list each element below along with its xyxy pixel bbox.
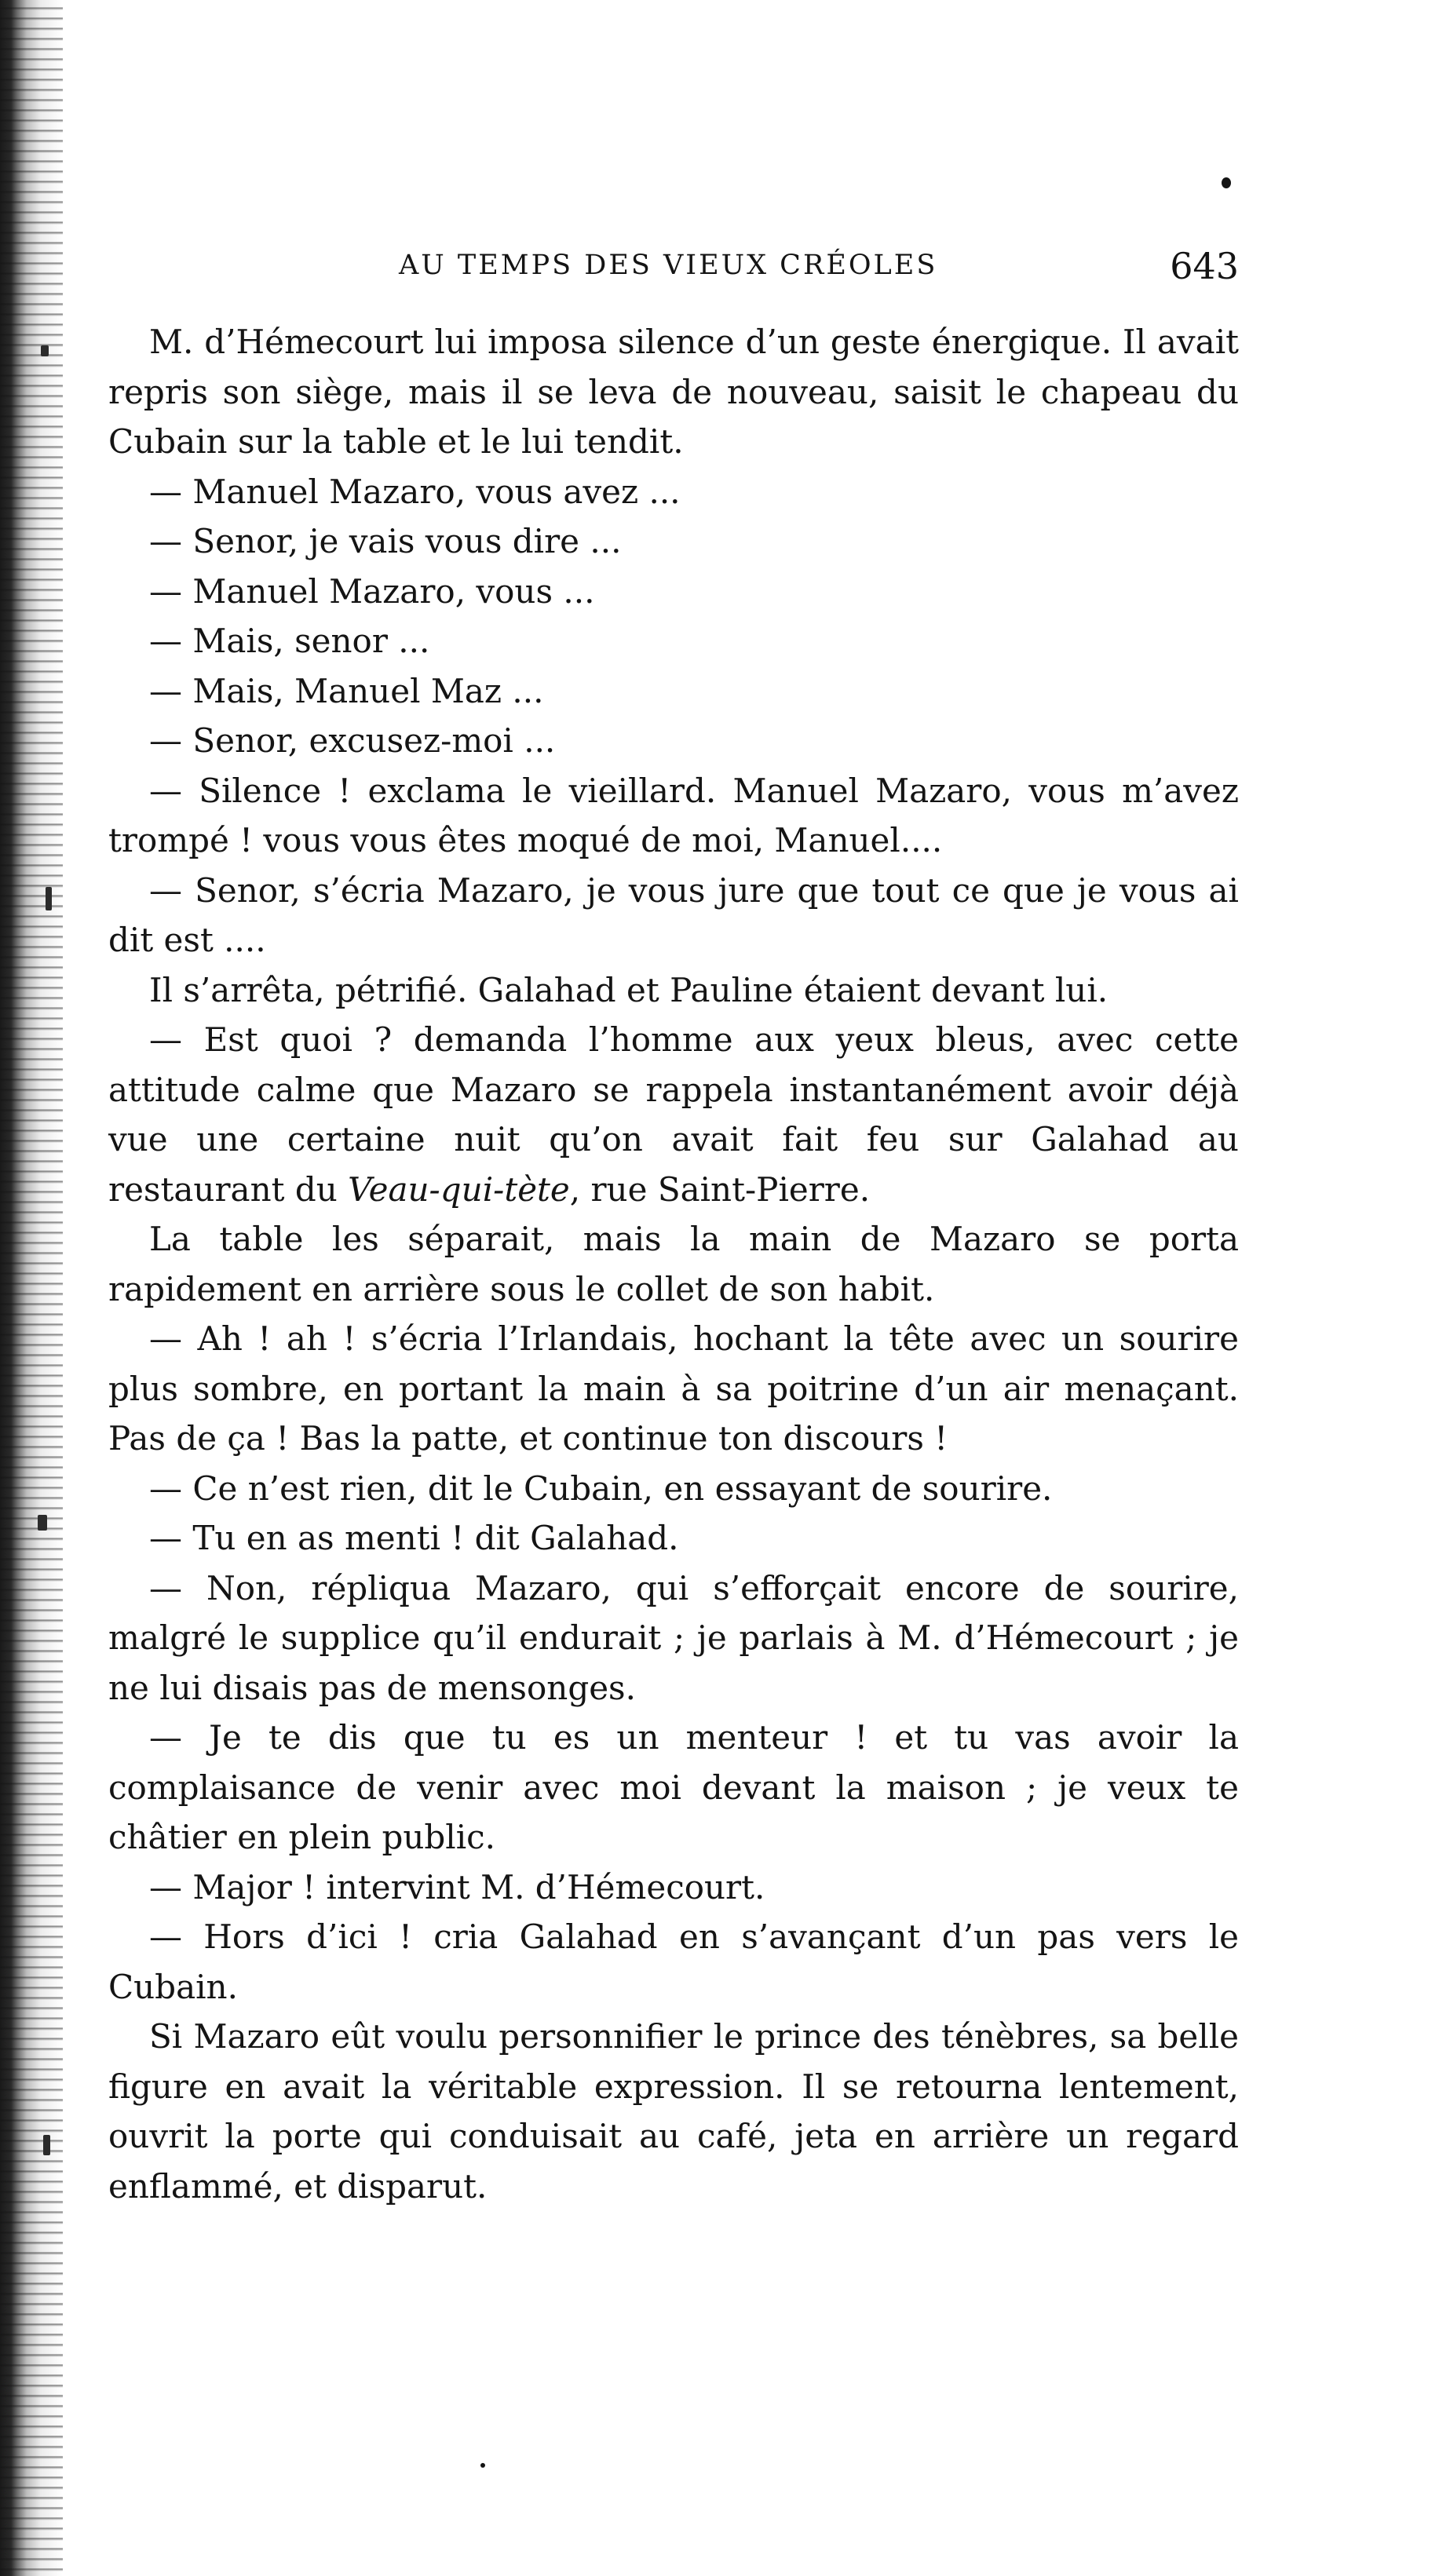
binding-speck — [38, 1515, 47, 1531]
paragraph: — Manuel Mazaro, vous avez ... — [149, 472, 681, 511]
paragraph: — Senor, s’écria Mazaro, je vous jure que tout ce que je vous ai dit est .... — [108, 870, 1239, 959]
paragraph: — Senor, excusez-moi ... — [149, 721, 556, 760]
paragraph: La table les séparait, mais la main de Mazaro se porta rapidement en arrière sous le collet de son habit. — [108, 1220, 1239, 1308]
paragraph-text: , rue Saint-Pierre. — [569, 1169, 871, 1209]
running-title: AU TEMPS DES VIEUX CRÉOLES — [399, 250, 938, 281]
binding-speck — [46, 887, 52, 910]
paragraph: — Mais, Manuel Maz ... — [149, 671, 544, 710]
paragraph-text: — Est quoi ? demanda l’homme aux yeux bleus, avec cette attitude calme que Mazaro se rappela instantanément avoir déjà vue une certaine nuit qu’on avait fait feu sur Galahad au restaurant du — [108, 1020, 1239, 1209]
top-right-mark — [1222, 177, 1231, 188]
paragraph: — Mais, senor ... — [149, 622, 430, 660]
paragraph: — Manuel Mazaro, vous ... — [149, 571, 595, 611]
body-text — [108, 317, 1239, 2211]
paragraph: — Je te dis que tu es un menteur ! et tu vas avoir la complaisance de venir avec moi devant la maison ; je veux te châtier en plein public. — [108, 1718, 1239, 1856]
paragraph: M. d’Hémecourt lui imposa silence d’un geste énergique. Il avait repris son siège, mais il se leva de nouveau, saisit le chapeau du Cubain sur la table et le lui tendit. — [108, 323, 1239, 461]
paragraph: — Non, répliqua Mazaro, qui s’efforçait encore de sourire, malgré le supplice qu’il endurait ; je parlais à M. d’Hémecourt ; je ne lui disais pas de mensonges. — [108, 1568, 1239, 1707]
paragraph: — Tu en as menti ! dit Galahad. — [149, 1519, 679, 1557]
paragraph: — Hors d’ici ! cria Galahad en s’avançant d’un pas vers le Cubain. — [108, 1917, 1239, 2006]
paragraph — [108, 1015, 1239, 1214]
binding-speck — [43, 2135, 50, 2155]
stray-mark — [480, 2463, 485, 2468]
paragraph: — Silence ! exclama le vieillard. Manuel Mazaro, vous m’avez trompé ! vous vous êtes moqué de moi, Manuel.... — [108, 771, 1239, 859]
paragraph: Si Mazaro eût voulu personnifier le prince des ténèbres, sa belle figure en avait la véritable expression. Il se retourna lentement, ouvrit la porte qui conduisait au café, jeta en arrière un regard enflammé, et disparut. — [108, 2017, 1239, 2206]
page-number: 643 — [1170, 245, 1239, 287]
paragraph: Il s’arrêta, pétrifié. Galahad et Pauline étaient devant lui. — [149, 970, 1109, 1009]
paragraph: — Senor, je vais vous dire ... — [149, 522, 622, 560]
paragraph: — Ce n’est rien, dit le Cubain, en essayant de sourire. — [149, 1469, 1053, 1508]
paragraph: — Major ! intervint M. d’Hémecourt. — [149, 1867, 765, 1906]
binding-edge — [0, 0, 63, 2576]
place-name-italic: Veau-qui-tète — [348, 1169, 570, 1209]
binding-speck — [41, 345, 49, 356]
page-header — [108, 245, 1239, 292]
paragraph: — Ah ! ah ! s’écria l’Irlandais, hochant la tête avec un sourire plus sombre, en portant la main à sa poitrine d’un air menaçant. Pas de ça ! Bas la patte, et continue ton discours ! — [108, 1319, 1239, 1458]
